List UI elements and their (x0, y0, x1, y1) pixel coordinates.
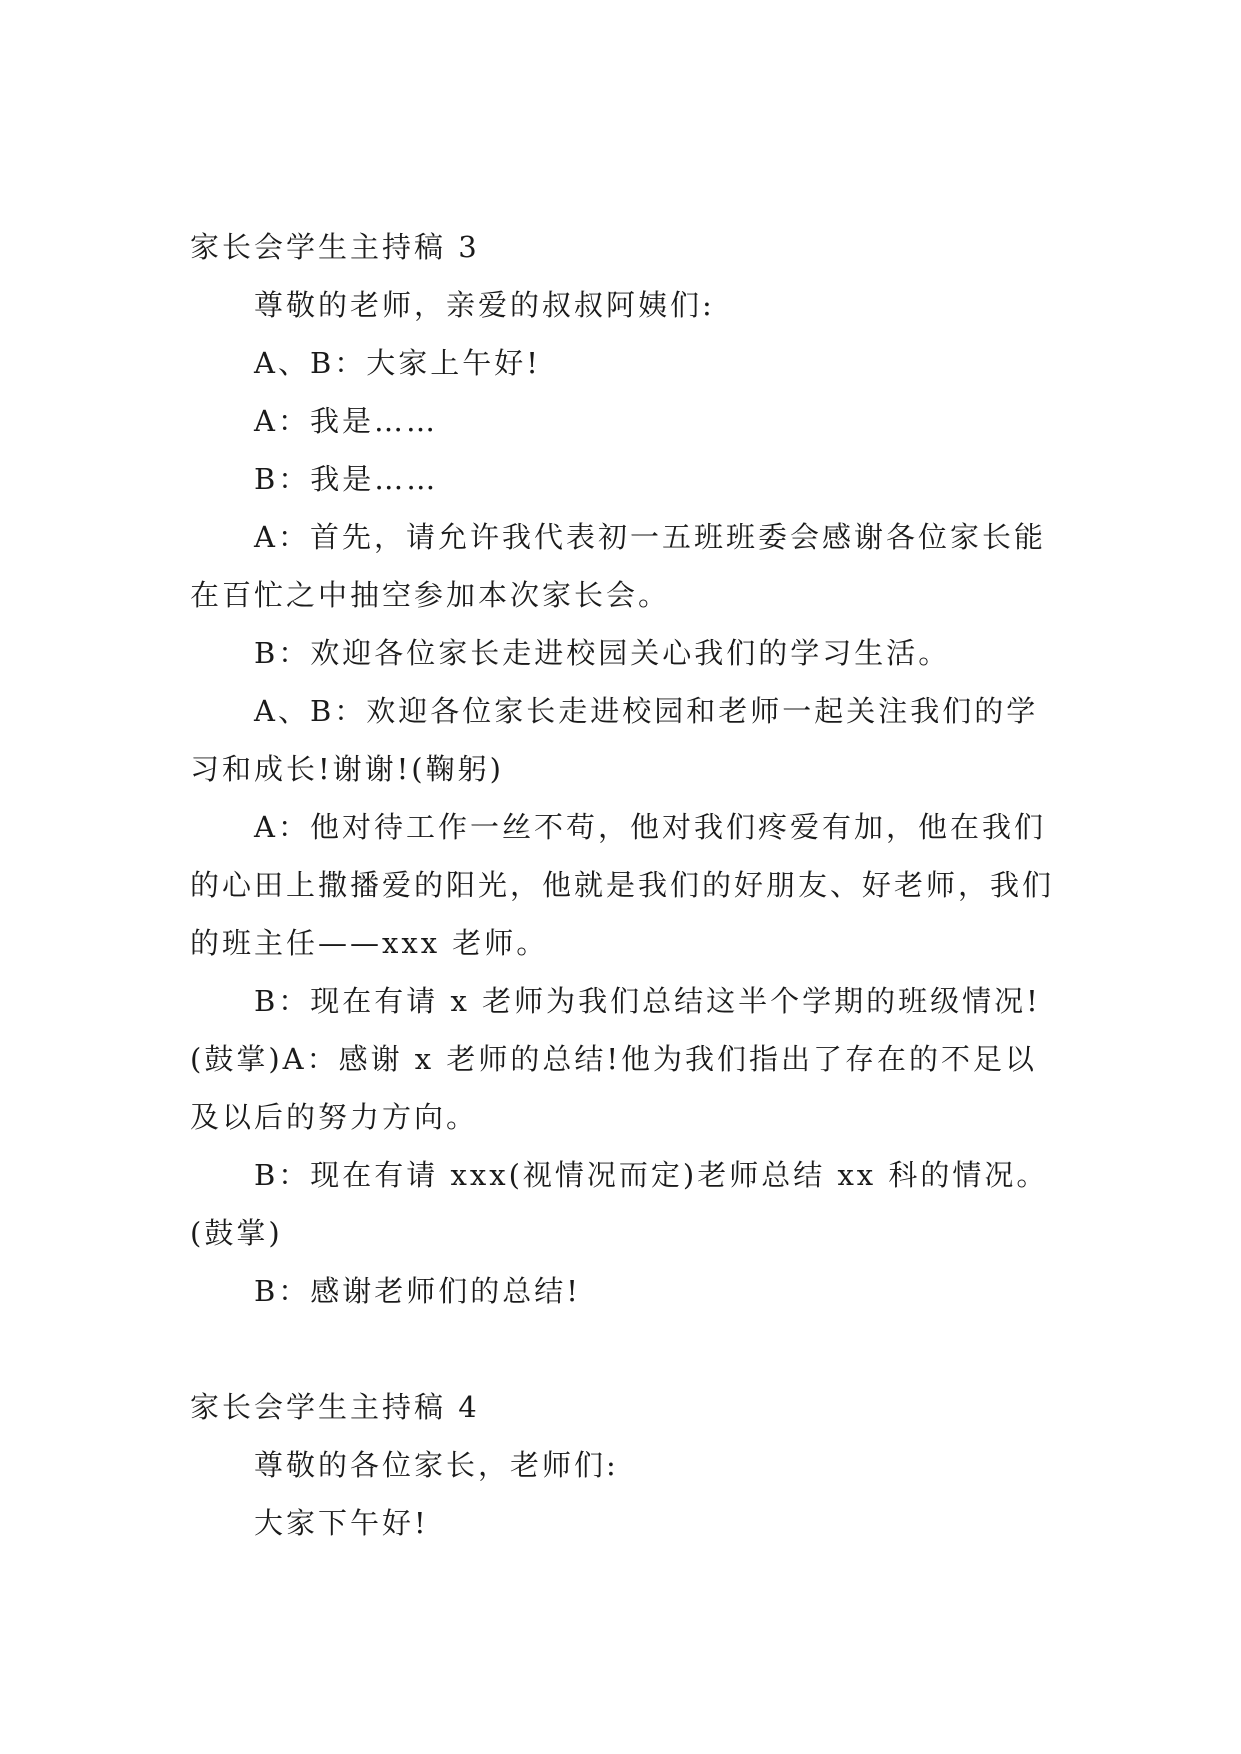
paragraph: A、B：欢迎各位家长走进校园和老师一起关注我们的学习和成长!谢谢!(鞠躬) (190, 694, 1039, 786)
paragraph: B：感谢老师们的总结! (254, 1274, 581, 1308)
section-heading: 家长会学生主持稿 4 (190, 1390, 480, 1424)
paragraph: B：现在有请 x 老师为我们总结这半个学期的班级情况!(鼓掌)A：感谢 x 老师的总结!他为我们指出了存在的不足以及以后的努力方向。 (190, 984, 1041, 1134)
paragraph: 尊敬的老师，亲爱的叔叔阿姨们: (254, 288, 715, 322)
paragraph: A：我是…… (254, 404, 438, 438)
paragraph: B：我是…… (254, 462, 439, 496)
paragraph: 大家下午好! (254, 1506, 429, 1540)
paragraph: A：首先，请允许我代表初一五班班委会感谢各位家长能在百忙之中抽空参加本次家长会。 (190, 520, 1046, 612)
paragraph: 尊敬的各位家长，老师们: (254, 1448, 619, 1482)
paragraph: B：欢迎各位家长走进校园关心我们的学习生活。 (254, 636, 951, 670)
document-content (190, 218, 1060, 1552)
section-heading: 家长会学生主持稿 3 (190, 230, 480, 264)
paragraph: A、B：大家上午好! (254, 346, 541, 380)
section-4 (190, 1378, 1060, 1552)
paragraph: B：现在有请 xxx(视情况而定)老师总结 xx 科的情况。(鼓掌) (190, 1158, 1049, 1250)
paragraph: A：他对待工作一丝不苟，他对我们疼爱有加，他在我们的心田上撒播爱的阳光，他就是我们的好朋友、好老师，我们的班主任——xxx 老师。 (190, 810, 1055, 960)
section-3 (190, 218, 1060, 1320)
section-gap (190, 1320, 1060, 1378)
